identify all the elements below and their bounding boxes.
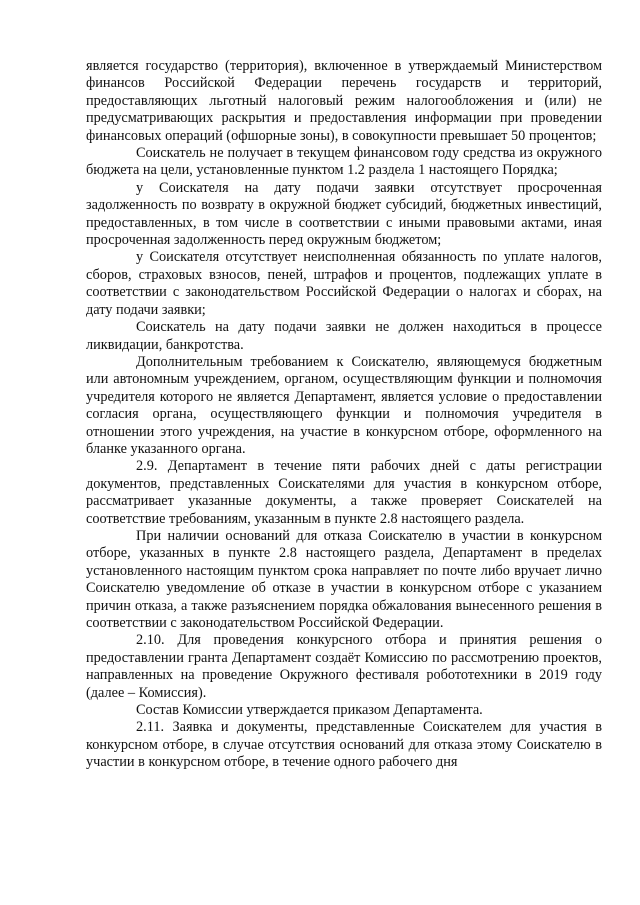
paragraph-additional-requirement: Дополнительным требованием к Соискателю, являющемуся бюджетным или автономным учреждением, органом, осуществляющим функции и полномочия учредителя которого не является Департамент, является условие о предоставлении согласия органа, осуществляющего функции и полномочия учредителя в отношении этого учреждения, на участие в конкурсном отборе, оформленного на бланке указанного органа. [86,353,602,457]
paragraph-no-district-funds: Соискатель не получает в текущем финансовом году средства из окружного бюджета на цели, установленные пунктом 1.2 раздела 1 настоящего Порядка; [86,145,602,179]
paragraph-not-in-liquidation: Соискатель на дату подачи заявки не должен находиться в процессе ликвидации, банкротства. [86,319,602,353]
paragraph-offshore-condition: является государство (территория), включенное в утверждаемый Министерством финансов Российской Федерации перечень государств и территорий, предоставляющих льготный налоговый режим налогообложения и (или) не предусматривающих раскрытия и предоставления информации при проведении финансовых операций (офшорные зоны), в совокупности превышает 50 процентов; [86,58,602,144]
document-page [86,58,602,772]
paragraph-commission-composition: Состав Комиссии утверждается приказом Департамента. [136,702,483,719]
paragraph-2-11: 2.11. Заявка и документы, представленные Соискателем для участия в конкурсном отборе, в случае отсутствия оснований для отказа этому Соискателю в участии в конкурсном отборе, в течение одного рабочего дня [86,719,602,771]
paragraph-no-tax-obligations: у Соискателя отсутствует неисполненная обязанность по уплате налогов, сборов, страховых взносов, пеней, штрафов и процентов, подлежащих уплате в соответствии с законодательством Российской Федерации о налогах и сборах, на дату подачи заявки; [86,249,602,318]
paragraph-2-9: 2.9. Департамент в течение пяти рабочих дней с даты регистрации документов, представленных Соискателями для участия в конкурсном отборе, рассматривает указанные документы, а также проверяет Соискателей на соответствие требованиям, указанным в пункте 2.8 настоящего раздела. [86,458,602,527]
paragraph-refusal-grounds: При наличии оснований для отказа Соискателю в участии в конкурсном отборе, указанных в пункте 2.8 настоящего раздела, Департамент в пределах установленного настоящим пунктом срока направляет по почте либо вручает лично Соискателю уведомление об отказе в участии в конкурсном отборе с указанием причин отказа, а также разъяснением порядка обжалования вынесенного решения в соответствии с законодательством Российской Федерации. [86,527,602,631]
paragraph-no-overdue-debt: у Соискателя на дату подачи заявки отсутствует просроченная задолженность по возврату в окружной бюджет субсидий, бюджетных инвестиций, предоставленных, в том числе в соответствии с иными правовыми актами, иная просроченная задолженность перед окружным бюджетом; [86,179,602,249]
paragraph-2-10: 2.10. Для проведения конкурсного отбора и принятия решения о предоставлении гранта Департамент создаёт Комиссию по рассмотрению проектов, направленных на проведение Окружного фестиваля робототехники в 2019 году (далее – Комиссия). [86,632,602,701]
